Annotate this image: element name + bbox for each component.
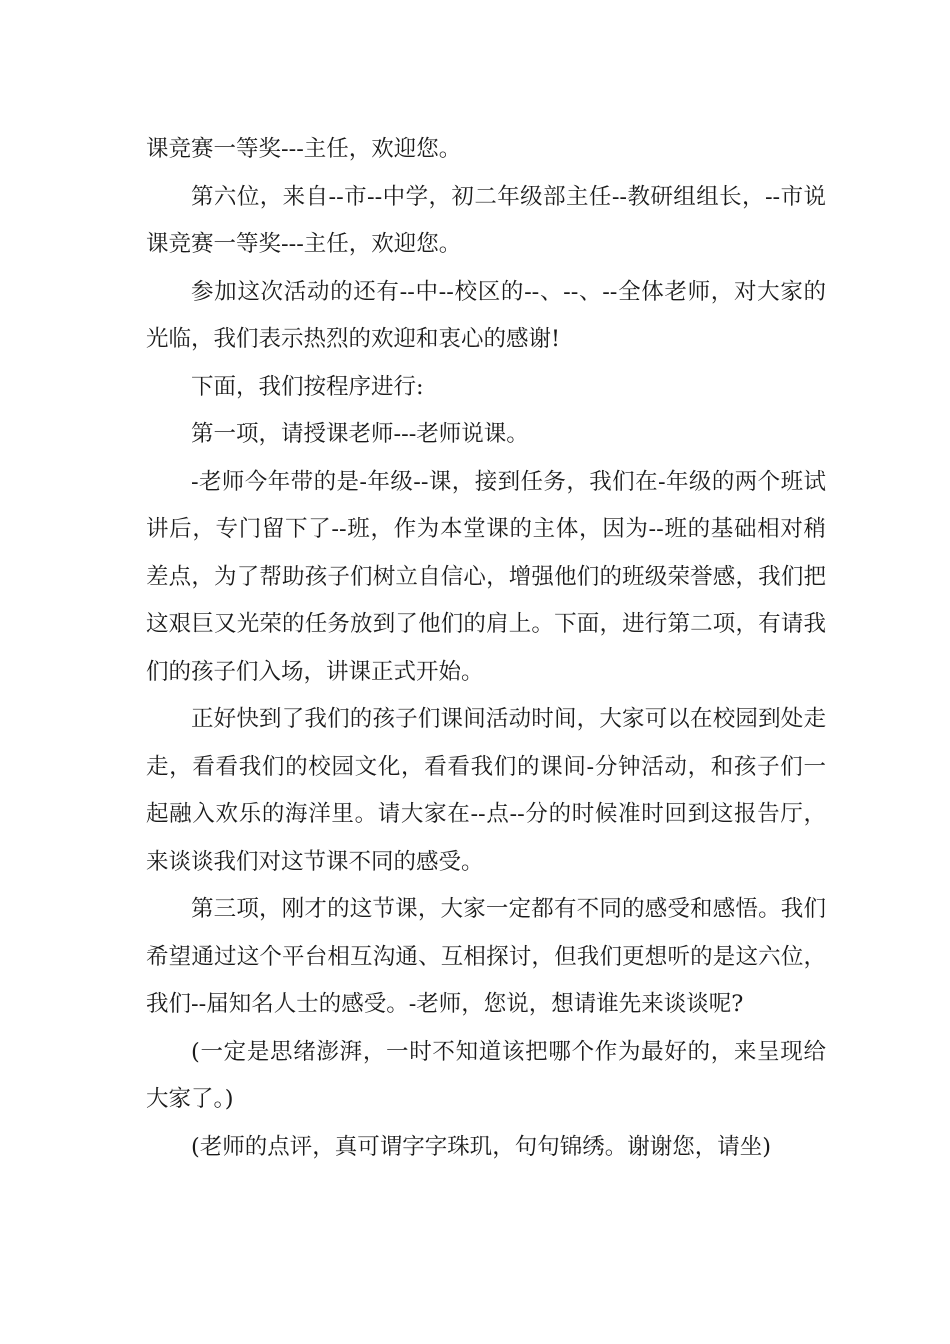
paragraph-continued: 课竞赛一等奖---主任，欢迎您。 bbox=[146, 136, 462, 162]
paragraph-aside-one: (一定是思绪澎湃，一时不知道该把哪个作为最好的，来呈现给大家了。) bbox=[146, 1038, 826, 1112]
paragraph-aside-two: (老师的点评，真可谓字字珠玑，句句锦绣。谢谢您，请坐) bbox=[191, 1133, 772, 1160]
paragraph-teacher-class: -老师今年带的是-年级--课，接到任务，我们在-年级的两个班试讲后，专门留下了--班，作为本堂课的主体，因为--班的基础相对稍差点，为了帮助孩子们树立自信心，增强他们的班级荣誉感，我们把这艰巨又光荣的任务放到了他们的肩上。下面，进行第二项，有请我们的孩子们入场，讲课正式开始。 bbox=[146, 468, 826, 685]
document-body bbox=[146, 126, 826, 1171]
paragraph-sixth-guest: 第六位，来自--市--中学，初二年级部主任--教研组组长，--市说课竞赛一等奖---主任，欢迎您。 bbox=[146, 183, 826, 257]
paragraph-break-activity: 正好快到了我们的孩子们课间活动时间，大家可以在校园到处走走，看看我们的校园文化，看看我们的课间-分钟活动，和孩子们一起融入欢乐的海洋里。请大家在--点--分的时候准时回到这报告厅，来谈谈我们对这节课不同的感受。 bbox=[146, 706, 826, 875]
paragraph-other-attendees: 参加这次活动的还有--中--校区的--、--、--全体老师，对大家的光临，我们表示热烈的欢迎和衷心的感谢! bbox=[146, 278, 826, 352]
paragraph-program-intro: 下面，我们按程序进行: bbox=[191, 373, 424, 400]
paragraph-item-one: 第一项，请授课老师---老师说课。 bbox=[191, 421, 529, 447]
paragraph-item-three: 第三项，刚才的这节课，大家一定都有不同的感受和感悟。我们希望通过这个平台相互沟通、互相探讨，但我们更想听的是这六位，我们--届知名人士的感受。-老师，您说，想请谁先来谈谈呢? bbox=[146, 896, 826, 1017]
